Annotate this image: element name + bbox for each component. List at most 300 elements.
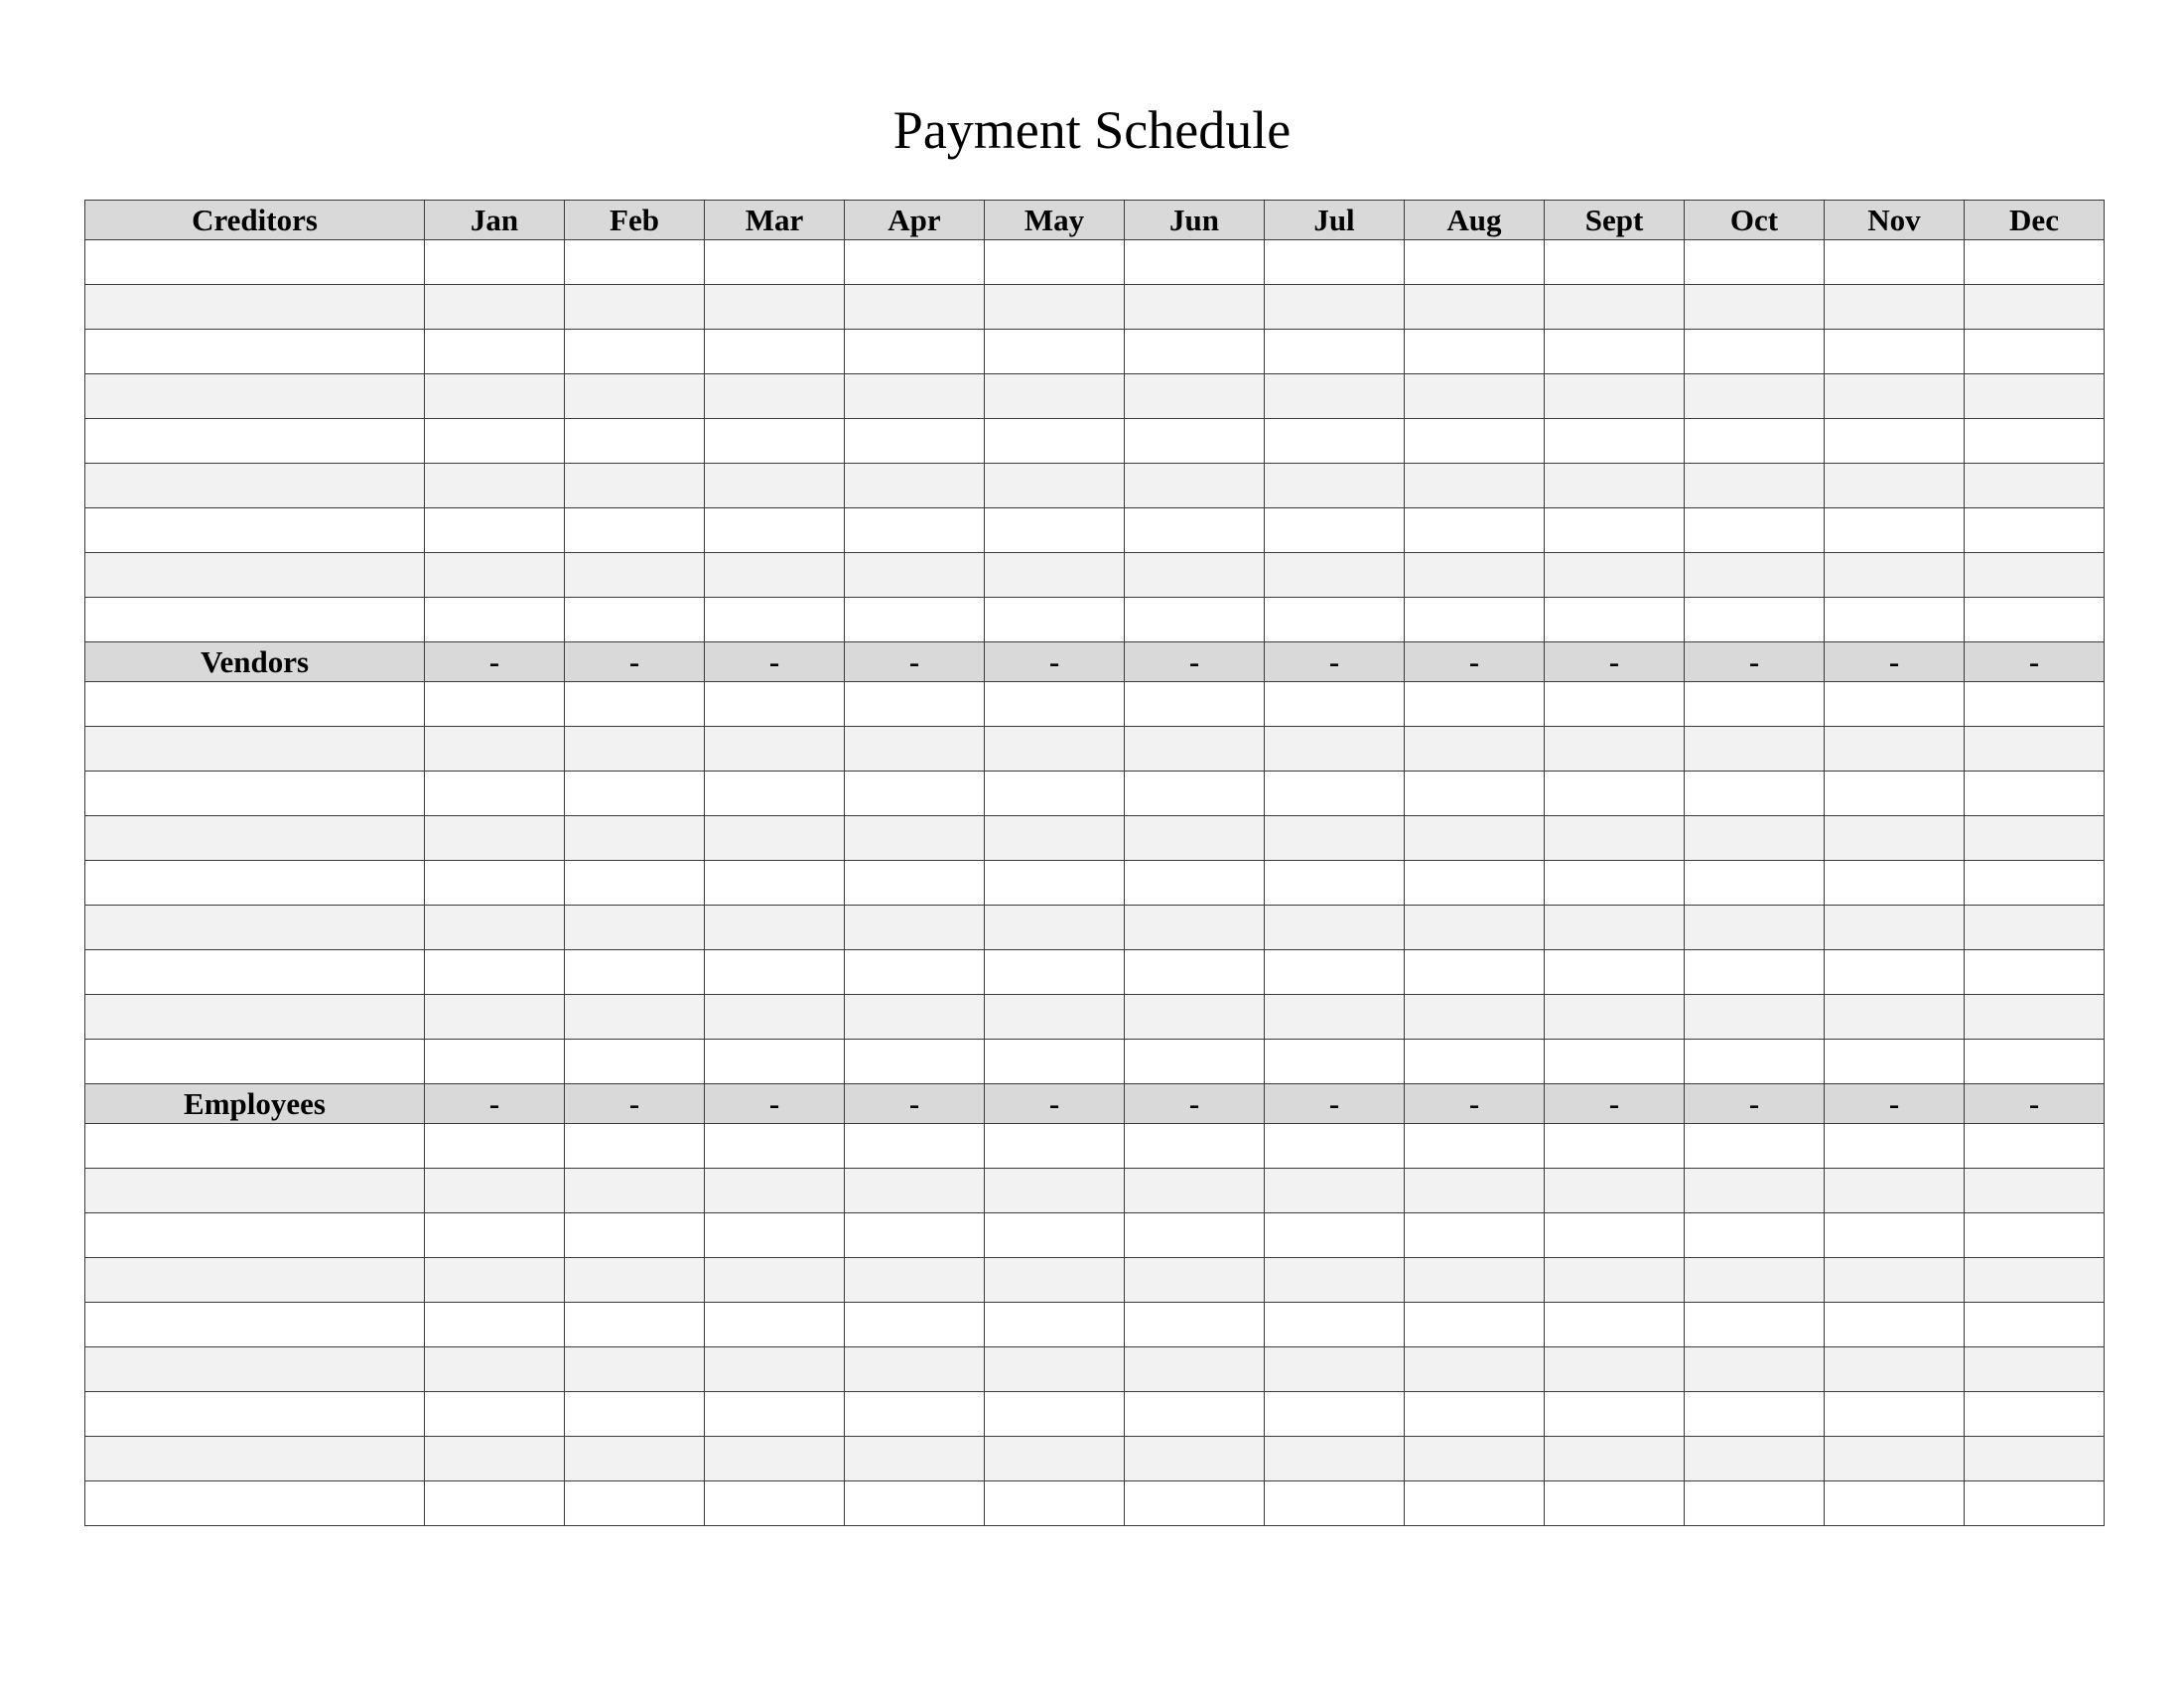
amount-cell[interactable] <box>845 1213 985 1258</box>
name-cell[interactable] <box>85 1303 425 1347</box>
amount-cell[interactable] <box>985 285 1125 330</box>
amount-cell[interactable] <box>845 1258 985 1303</box>
amount-cell[interactable] <box>1405 1303 1545 1347</box>
name-cell[interactable] <box>85 330 425 374</box>
name-cell[interactable] <box>85 727 425 772</box>
amount-cell[interactable] <box>565 950 705 995</box>
amount-cell[interactable] <box>1965 816 2105 861</box>
amount-cell[interactable] <box>1405 285 1545 330</box>
amount-cell[interactable] <box>985 374 1125 419</box>
name-cell[interactable] <box>85 1124 425 1169</box>
amount-cell[interactable] <box>705 861 845 906</box>
amount-cell[interactable] <box>1545 330 1685 374</box>
amount-cell[interactable] <box>1685 598 1825 642</box>
amount-cell[interactable] <box>1125 1213 1265 1258</box>
amount-cell[interactable] <box>1545 508 1685 553</box>
amount-cell[interactable] <box>1685 950 1825 995</box>
amount-cell[interactable] <box>985 1347 1125 1392</box>
amount-cell[interactable] <box>565 508 705 553</box>
amount-cell[interactable] <box>1545 1303 1685 1347</box>
amount-cell[interactable] <box>1685 464 1825 508</box>
amount-cell[interactable] <box>565 1169 705 1213</box>
amount-cell[interactable] <box>845 816 985 861</box>
amount-cell[interactable] <box>845 598 985 642</box>
amount-cell[interactable] <box>1825 508 1965 553</box>
amount-cell[interactable] <box>1405 995 1545 1040</box>
amount-cell[interactable] <box>1265 508 1405 553</box>
amount-cell[interactable] <box>985 240 1125 285</box>
amount-cell[interactable] <box>1125 330 1265 374</box>
name-cell[interactable] <box>85 906 425 950</box>
amount-cell[interactable] <box>1265 1169 1405 1213</box>
amount-cell[interactable] <box>705 419 845 464</box>
amount-cell[interactable] <box>845 1392 985 1437</box>
amount-cell[interactable] <box>1965 598 2105 642</box>
amount-cell[interactable] <box>1825 598 1965 642</box>
amount-cell[interactable] <box>985 1303 1125 1347</box>
amount-cell[interactable] <box>1265 285 1405 330</box>
amount-cell[interactable] <box>1965 330 2105 374</box>
amount-cell[interactable] <box>1965 553 2105 598</box>
amount-cell[interactable] <box>1545 1392 1685 1437</box>
amount-cell[interactable] <box>845 374 985 419</box>
amount-cell[interactable] <box>1125 1347 1265 1392</box>
amount-cell[interactable] <box>565 240 705 285</box>
amount-cell[interactable] <box>1825 240 1965 285</box>
amount-cell[interactable] <box>1545 995 1685 1040</box>
name-cell[interactable] <box>85 1040 425 1084</box>
name-cell[interactable] <box>85 816 425 861</box>
amount-cell[interactable] <box>565 1040 705 1084</box>
amount-cell[interactable] <box>705 1303 845 1347</box>
name-cell[interactable] <box>85 374 425 419</box>
amount-cell[interactable] <box>1265 240 1405 285</box>
amount-cell[interactable] <box>1405 1124 1545 1169</box>
amount-cell[interactable] <box>1405 553 1545 598</box>
amount-cell[interactable] <box>1125 464 1265 508</box>
amount-cell[interactable] <box>425 464 565 508</box>
amount-cell[interactable] <box>1265 374 1405 419</box>
amount-cell[interactable] <box>565 1213 705 1258</box>
amount-cell[interactable] <box>705 906 845 950</box>
amount-cell[interactable] <box>425 1481 565 1526</box>
name-cell[interactable] <box>85 464 425 508</box>
amount-cell[interactable] <box>1545 1481 1685 1526</box>
amount-cell[interactable] <box>1265 1392 1405 1437</box>
amount-cell[interactable] <box>845 727 985 772</box>
amount-cell[interactable] <box>705 240 845 285</box>
amount-cell[interactable] <box>705 1258 845 1303</box>
name-cell[interactable] <box>85 240 425 285</box>
amount-cell[interactable] <box>565 727 705 772</box>
amount-cell[interactable] <box>1265 1213 1405 1258</box>
amount-cell[interactable] <box>845 950 985 995</box>
amount-cell[interactable] <box>1825 682 1965 727</box>
amount-cell[interactable] <box>1825 816 1965 861</box>
amount-cell[interactable] <box>565 598 705 642</box>
amount-cell[interactable] <box>1125 240 1265 285</box>
amount-cell[interactable] <box>1965 682 2105 727</box>
amount-cell[interactable] <box>1825 1040 1965 1084</box>
amount-cell[interactable] <box>1685 1040 1825 1084</box>
amount-cell[interactable] <box>1965 464 2105 508</box>
amount-cell[interactable] <box>425 285 565 330</box>
amount-cell[interactable] <box>845 1303 985 1347</box>
amount-cell[interactable] <box>425 1437 565 1481</box>
amount-cell[interactable] <box>845 1437 985 1481</box>
amount-cell[interactable] <box>1685 1169 1825 1213</box>
amount-cell[interactable] <box>1265 950 1405 995</box>
amount-cell[interactable] <box>1125 285 1265 330</box>
amount-cell[interactable] <box>985 330 1125 374</box>
amount-cell[interactable] <box>1405 1258 1545 1303</box>
amount-cell[interactable] <box>985 950 1125 995</box>
amount-cell[interactable] <box>985 1481 1125 1526</box>
amount-cell[interactable] <box>1685 553 1825 598</box>
amount-cell[interactable] <box>705 1481 845 1526</box>
amount-cell[interactable] <box>1965 1303 2105 1347</box>
amount-cell[interactable] <box>845 1124 985 1169</box>
amount-cell[interactable] <box>1825 1392 1965 1437</box>
amount-cell[interactable] <box>985 682 1125 727</box>
amount-cell[interactable] <box>1965 1213 2105 1258</box>
amount-cell[interactable] <box>845 553 985 598</box>
amount-cell[interactable] <box>1685 727 1825 772</box>
amount-cell[interactable] <box>1825 995 1965 1040</box>
amount-cell[interactable] <box>845 1481 985 1526</box>
name-cell[interactable] <box>85 1481 425 1526</box>
amount-cell[interactable] <box>1125 861 1265 906</box>
amount-cell[interactable] <box>985 1392 1125 1437</box>
amount-cell[interactable] <box>425 906 565 950</box>
name-cell[interactable] <box>85 419 425 464</box>
name-cell[interactable] <box>85 995 425 1040</box>
amount-cell[interactable] <box>845 772 985 816</box>
amount-cell[interactable] <box>705 950 845 995</box>
amount-cell[interactable] <box>1405 1040 1545 1084</box>
amount-cell[interactable] <box>565 464 705 508</box>
amount-cell[interactable] <box>1265 1124 1405 1169</box>
amount-cell[interactable] <box>1265 419 1405 464</box>
name-cell[interactable] <box>85 1169 425 1213</box>
amount-cell[interactable] <box>1265 682 1405 727</box>
amount-cell[interactable] <box>985 1258 1125 1303</box>
name-cell[interactable] <box>85 682 425 727</box>
amount-cell[interactable] <box>1545 553 1685 598</box>
amount-cell[interactable] <box>1125 995 1265 1040</box>
amount-cell[interactable] <box>1125 1258 1265 1303</box>
amount-cell[interactable] <box>1825 727 1965 772</box>
name-cell[interactable] <box>85 1437 425 1481</box>
amount-cell[interactable] <box>1405 1437 1545 1481</box>
amount-cell[interactable] <box>1965 1392 2105 1437</box>
amount-cell[interactable] <box>425 816 565 861</box>
amount-cell[interactable] <box>425 598 565 642</box>
amount-cell[interactable] <box>1125 682 1265 727</box>
amount-cell[interactable] <box>565 861 705 906</box>
amount-cell[interactable] <box>1965 861 2105 906</box>
name-cell[interactable] <box>85 772 425 816</box>
amount-cell[interactable] <box>1125 1169 1265 1213</box>
amount-cell[interactable] <box>1545 464 1685 508</box>
amount-cell[interactable] <box>1545 285 1685 330</box>
amount-cell[interactable] <box>1965 374 2105 419</box>
amount-cell[interactable] <box>985 1437 1125 1481</box>
amount-cell[interactable] <box>425 772 565 816</box>
amount-cell[interactable] <box>1545 1437 1685 1481</box>
amount-cell[interactable] <box>1405 464 1545 508</box>
amount-cell[interactable] <box>1125 1040 1265 1084</box>
amount-cell[interactable] <box>845 330 985 374</box>
amount-cell[interactable] <box>705 995 845 1040</box>
amount-cell[interactable] <box>425 240 565 285</box>
amount-cell[interactable] <box>1125 772 1265 816</box>
amount-cell[interactable] <box>1685 861 1825 906</box>
amount-cell[interactable] <box>1125 553 1265 598</box>
amount-cell[interactable] <box>845 285 985 330</box>
amount-cell[interactable] <box>1125 816 1265 861</box>
amount-cell[interactable] <box>1965 995 2105 1040</box>
amount-cell[interactable] <box>1965 240 2105 285</box>
amount-cell[interactable] <box>565 1258 705 1303</box>
name-cell[interactable] <box>85 861 425 906</box>
amount-cell[interactable] <box>1685 419 1825 464</box>
amount-cell[interactable] <box>1685 1303 1825 1347</box>
amount-cell[interactable] <box>1545 1040 1685 1084</box>
amount-cell[interactable] <box>1125 1303 1265 1347</box>
amount-cell[interactable] <box>705 1392 845 1437</box>
amount-cell[interactable] <box>1965 906 2105 950</box>
amount-cell[interactable] <box>565 682 705 727</box>
amount-cell[interactable] <box>425 1040 565 1084</box>
amount-cell[interactable] <box>1685 772 1825 816</box>
amount-cell[interactable] <box>565 1124 705 1169</box>
amount-cell[interactable] <box>1125 906 1265 950</box>
amount-cell[interactable] <box>1545 598 1685 642</box>
amount-cell[interactable] <box>1685 1481 1825 1526</box>
amount-cell[interactable] <box>1825 1258 1965 1303</box>
amount-cell[interactable] <box>845 1347 985 1392</box>
name-cell[interactable] <box>85 285 425 330</box>
amount-cell[interactable] <box>985 727 1125 772</box>
amount-cell[interactable] <box>1965 950 2105 995</box>
amount-cell[interactable] <box>845 419 985 464</box>
amount-cell[interactable] <box>425 727 565 772</box>
amount-cell[interactable] <box>985 508 1125 553</box>
amount-cell[interactable] <box>1545 727 1685 772</box>
amount-cell[interactable] <box>1685 906 1825 950</box>
amount-cell[interactable] <box>425 682 565 727</box>
amount-cell[interactable] <box>1405 861 1545 906</box>
amount-cell[interactable] <box>1825 419 1965 464</box>
amount-cell[interactable] <box>1685 1124 1825 1169</box>
amount-cell[interactable] <box>985 464 1125 508</box>
amount-cell[interactable] <box>1825 464 1965 508</box>
amount-cell[interactable] <box>565 1392 705 1437</box>
amount-cell[interactable] <box>1545 1258 1685 1303</box>
amount-cell[interactable] <box>1685 1213 1825 1258</box>
amount-cell[interactable] <box>1405 598 1545 642</box>
amount-cell[interactable] <box>985 419 1125 464</box>
amount-cell[interactable] <box>425 419 565 464</box>
amount-cell[interactable] <box>1265 464 1405 508</box>
amount-cell[interactable] <box>705 553 845 598</box>
amount-cell[interactable] <box>1685 330 1825 374</box>
amount-cell[interactable] <box>845 464 985 508</box>
amount-cell[interactable] <box>1965 1481 2105 1526</box>
amount-cell[interactable] <box>1965 285 2105 330</box>
amount-cell[interactable] <box>1825 1124 1965 1169</box>
amount-cell[interactable] <box>1405 816 1545 861</box>
amount-cell[interactable] <box>705 816 845 861</box>
amount-cell[interactable] <box>1125 727 1265 772</box>
amount-cell[interactable] <box>1545 861 1685 906</box>
amount-cell[interactable] <box>1265 598 1405 642</box>
amount-cell[interactable] <box>425 1392 565 1437</box>
amount-cell[interactable] <box>425 553 565 598</box>
amount-cell[interactable] <box>705 1437 845 1481</box>
amount-cell[interactable] <box>1125 1481 1265 1526</box>
amount-cell[interactable] <box>1965 1124 2105 1169</box>
name-cell[interactable] <box>85 1258 425 1303</box>
amount-cell[interactable] <box>1405 508 1545 553</box>
amount-cell[interactable] <box>1685 1258 1825 1303</box>
amount-cell[interactable] <box>1965 419 2105 464</box>
amount-cell[interactable] <box>1545 1169 1685 1213</box>
amount-cell[interactable] <box>1405 772 1545 816</box>
amount-cell[interactable] <box>705 1040 845 1084</box>
amount-cell[interactable] <box>425 1124 565 1169</box>
amount-cell[interactable] <box>1125 598 1265 642</box>
amount-cell[interactable] <box>1545 419 1685 464</box>
amount-cell[interactable] <box>425 861 565 906</box>
amount-cell[interactable] <box>565 995 705 1040</box>
amount-cell[interactable] <box>845 861 985 906</box>
amount-cell[interactable] <box>1265 1303 1405 1347</box>
amount-cell[interactable] <box>1685 1437 1825 1481</box>
amount-cell[interactable] <box>845 995 985 1040</box>
amount-cell[interactable] <box>1685 1347 1825 1392</box>
amount-cell[interactable] <box>705 464 845 508</box>
amount-cell[interactable] <box>1545 1124 1685 1169</box>
amount-cell[interactable] <box>1545 1213 1685 1258</box>
amount-cell[interactable] <box>705 374 845 419</box>
amount-cell[interactable] <box>1265 1481 1405 1526</box>
amount-cell[interactable] <box>1825 906 1965 950</box>
amount-cell[interactable] <box>425 1347 565 1392</box>
amount-cell[interactable] <box>565 1303 705 1347</box>
amount-cell[interactable] <box>565 816 705 861</box>
amount-cell[interactable] <box>1265 816 1405 861</box>
amount-cell[interactable] <box>1125 950 1265 995</box>
amount-cell[interactable] <box>1265 1258 1405 1303</box>
amount-cell[interactable] <box>1965 1437 2105 1481</box>
amount-cell[interactable] <box>985 906 1125 950</box>
amount-cell[interactable] <box>1405 1213 1545 1258</box>
amount-cell[interactable] <box>1265 727 1405 772</box>
amount-cell[interactable] <box>1545 240 1685 285</box>
amount-cell[interactable] <box>1405 950 1545 995</box>
amount-cell[interactable] <box>1405 330 1545 374</box>
name-cell[interactable] <box>85 508 425 553</box>
amount-cell[interactable] <box>1825 553 1965 598</box>
amount-cell[interactable] <box>1685 508 1825 553</box>
amount-cell[interactable] <box>705 772 845 816</box>
amount-cell[interactable] <box>705 1213 845 1258</box>
amount-cell[interactable] <box>1545 950 1685 995</box>
amount-cell[interactable] <box>1685 1392 1825 1437</box>
amount-cell[interactable] <box>1125 419 1265 464</box>
amount-cell[interactable] <box>1825 1437 1965 1481</box>
amount-cell[interactable] <box>705 330 845 374</box>
amount-cell[interactable] <box>1545 906 1685 950</box>
amount-cell[interactable] <box>985 553 1125 598</box>
amount-cell[interactable] <box>705 727 845 772</box>
amount-cell[interactable] <box>985 995 1125 1040</box>
amount-cell[interactable] <box>1825 772 1965 816</box>
amount-cell[interactable] <box>985 861 1125 906</box>
amount-cell[interactable] <box>845 1169 985 1213</box>
amount-cell[interactable] <box>1965 1258 2105 1303</box>
amount-cell[interactable] <box>1825 861 1965 906</box>
amount-cell[interactable] <box>565 1437 705 1481</box>
amount-cell[interactable] <box>1405 374 1545 419</box>
amount-cell[interactable] <box>1125 1392 1265 1437</box>
amount-cell[interactable] <box>985 816 1125 861</box>
amount-cell[interactable] <box>1405 419 1545 464</box>
amount-cell[interactable] <box>565 1481 705 1526</box>
amount-cell[interactable] <box>565 906 705 950</box>
amount-cell[interactable] <box>985 772 1125 816</box>
amount-cell[interactable] <box>425 995 565 1040</box>
amount-cell[interactable] <box>705 285 845 330</box>
amount-cell[interactable] <box>425 1303 565 1347</box>
amount-cell[interactable] <box>1405 1347 1545 1392</box>
amount-cell[interactable] <box>1265 1437 1405 1481</box>
amount-cell[interactable] <box>705 508 845 553</box>
name-cell[interactable] <box>85 553 425 598</box>
amount-cell[interactable] <box>1265 906 1405 950</box>
amount-cell[interactable] <box>1265 995 1405 1040</box>
name-cell[interactable] <box>85 598 425 642</box>
amount-cell[interactable] <box>1545 816 1685 861</box>
name-cell[interactable] <box>85 950 425 995</box>
amount-cell[interactable] <box>1825 285 1965 330</box>
amount-cell[interactable] <box>1965 1347 2105 1392</box>
amount-cell[interactable] <box>1405 682 1545 727</box>
amount-cell[interactable] <box>1965 727 2105 772</box>
amount-cell[interactable] <box>1965 1169 2105 1213</box>
amount-cell[interactable] <box>425 330 565 374</box>
amount-cell[interactable] <box>1685 995 1825 1040</box>
amount-cell[interactable] <box>1405 240 1545 285</box>
amount-cell[interactable] <box>565 772 705 816</box>
amount-cell[interactable] <box>705 1169 845 1213</box>
amount-cell[interactable] <box>985 1040 1125 1084</box>
amount-cell[interactable] <box>845 508 985 553</box>
amount-cell[interactable] <box>985 598 1125 642</box>
amount-cell[interactable] <box>845 240 985 285</box>
amount-cell[interactable] <box>1825 330 1965 374</box>
amount-cell[interactable] <box>565 553 705 598</box>
amount-cell[interactable] <box>565 330 705 374</box>
amount-cell[interactable] <box>565 419 705 464</box>
amount-cell[interactable] <box>1685 285 1825 330</box>
amount-cell[interactable] <box>565 374 705 419</box>
amount-cell[interactable] <box>1125 1124 1265 1169</box>
amount-cell[interactable] <box>425 950 565 995</box>
amount-cell[interactable] <box>1265 861 1405 906</box>
